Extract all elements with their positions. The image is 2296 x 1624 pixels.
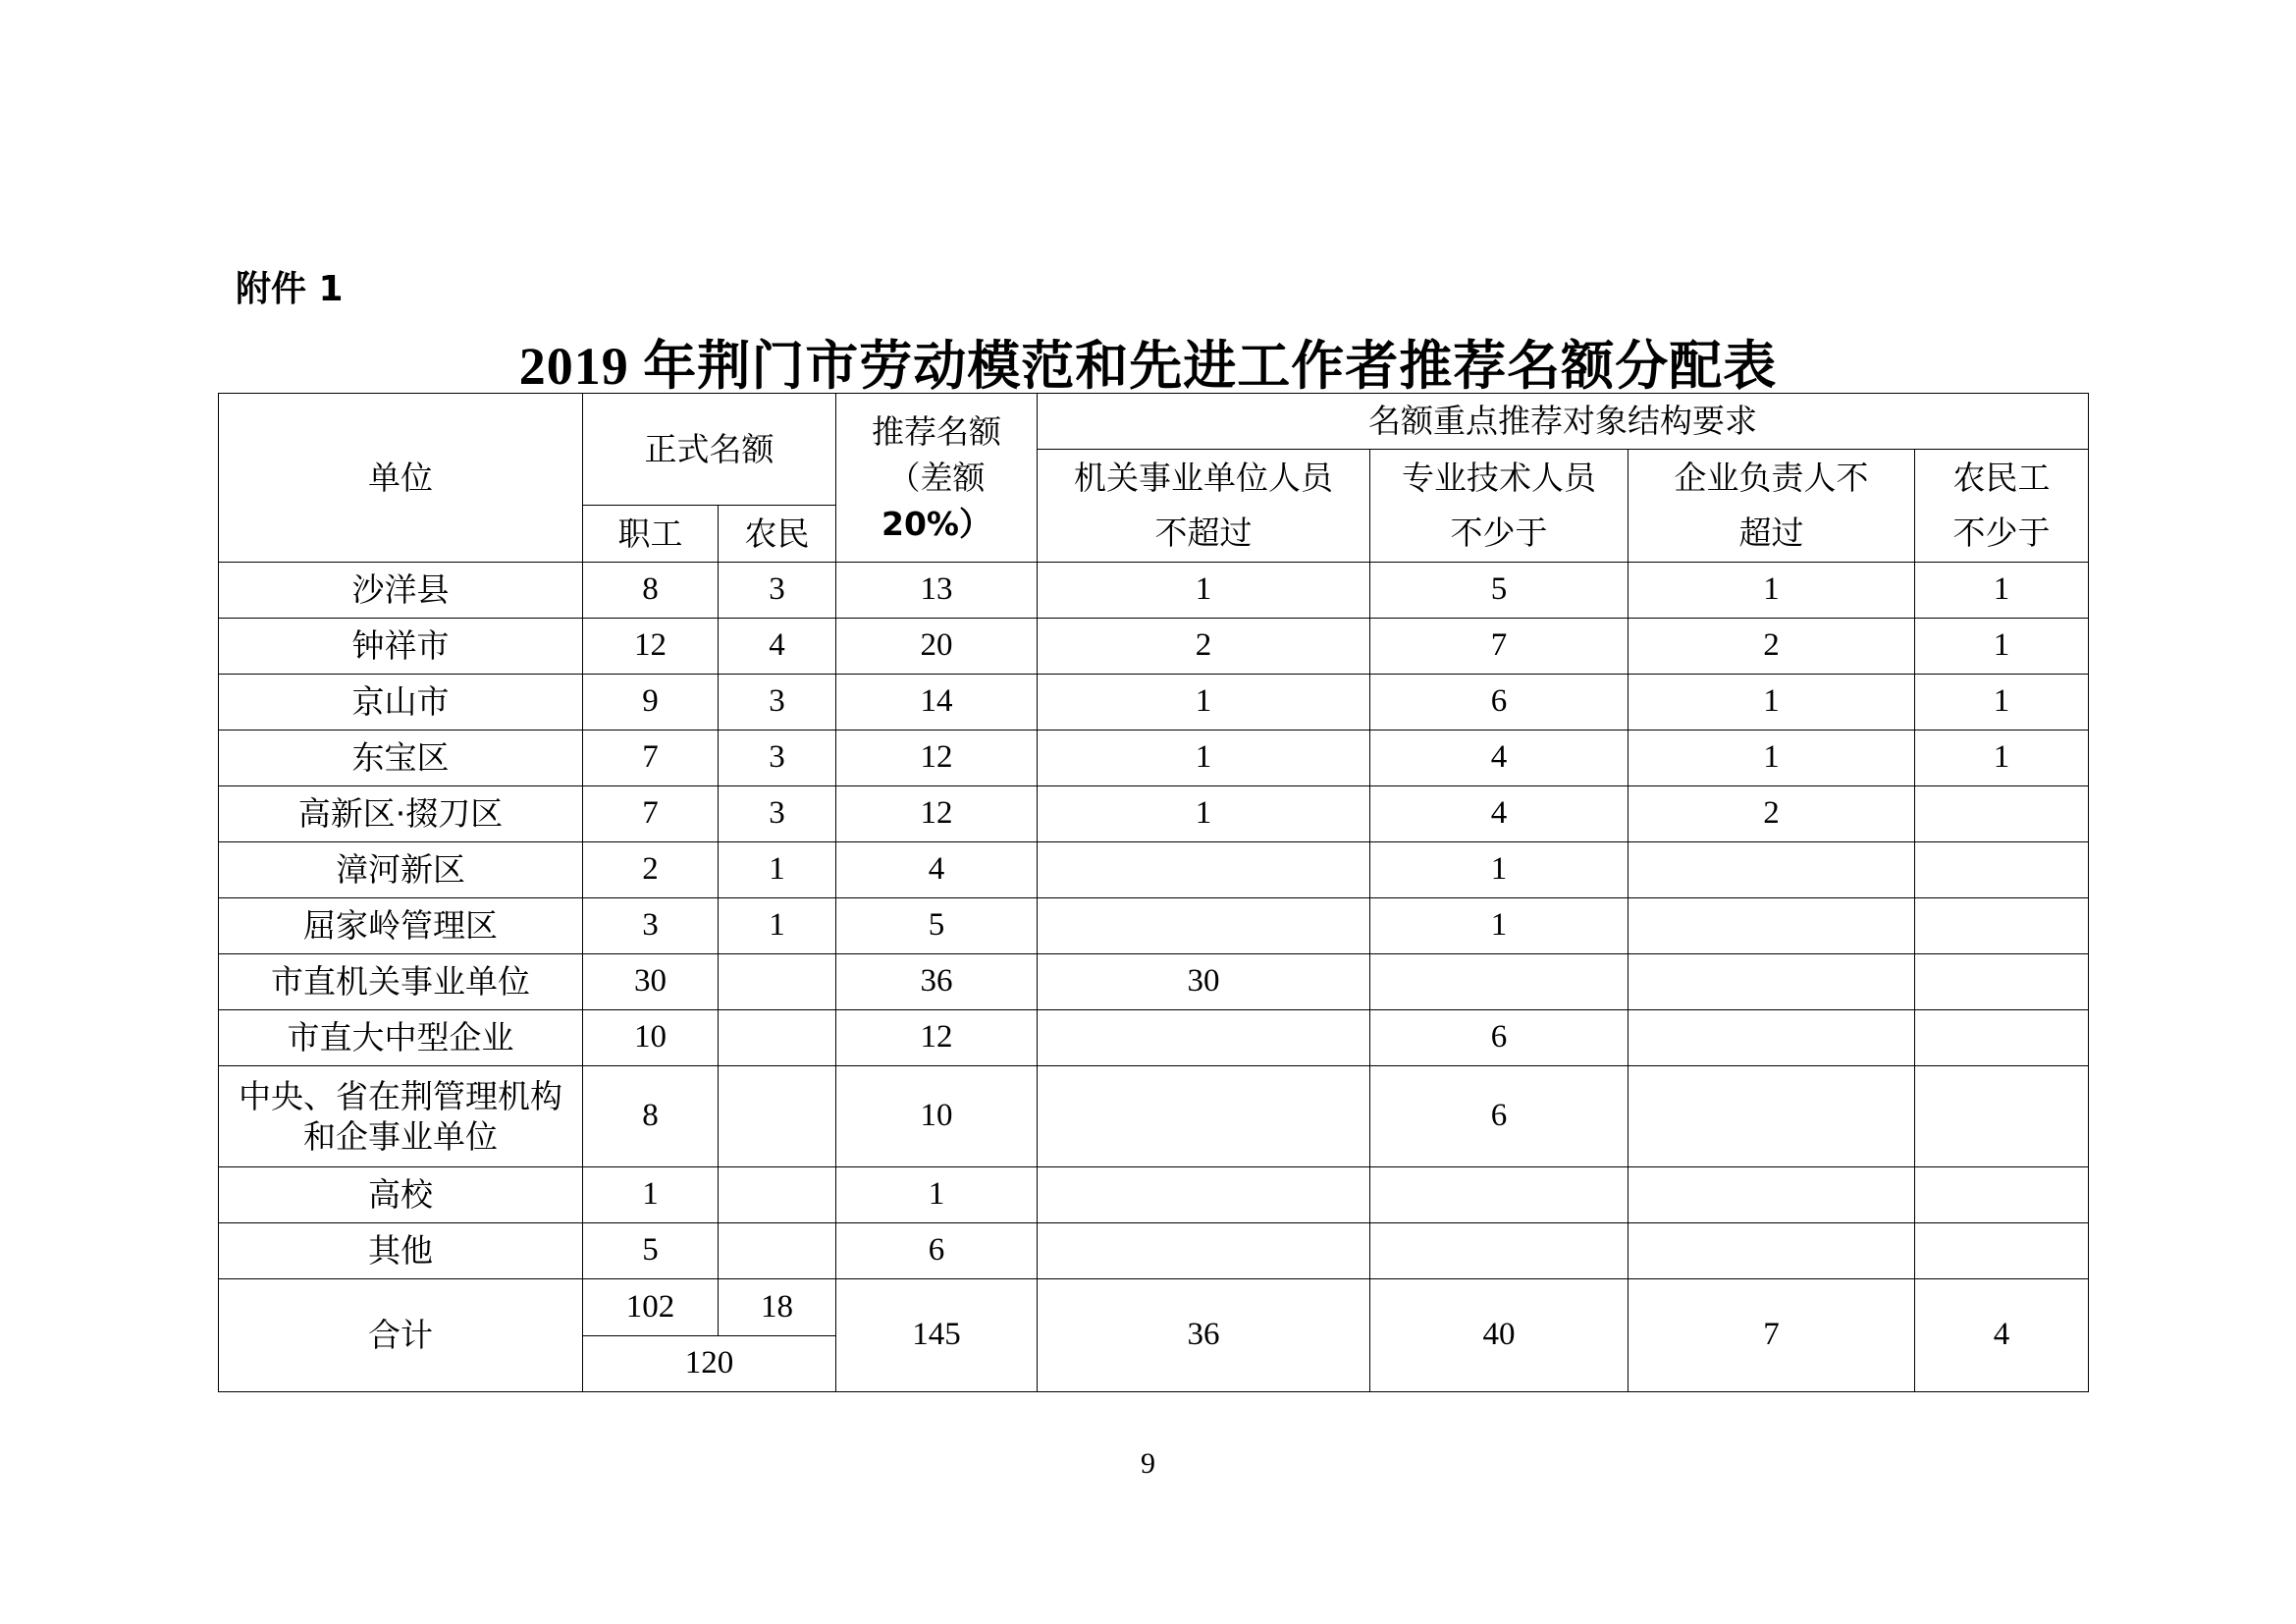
- cell-c1: 1: [1038, 786, 1370, 842]
- cell-recommended: 12: [836, 1010, 1038, 1066]
- cell-c2: 4: [1370, 731, 1629, 786]
- attachment-label: 附件 1: [236, 269, 344, 309]
- cell-c3: [1629, 898, 1915, 954]
- cell-c4: 1: [1915, 731, 2089, 786]
- cell-unit: 市直大中型企业: [219, 1010, 583, 1066]
- table-row: [219, 731, 2089, 786]
- cell-recommended: 4: [836, 842, 1038, 898]
- table-row: [219, 786, 2089, 842]
- page-number: 9: [1141, 1447, 1155, 1480]
- cell-c2: [1370, 1223, 1629, 1279]
- cell-worker: 12: [583, 619, 719, 675]
- cell-c2: 6: [1370, 1066, 1629, 1167]
- cell-farmer: 3: [719, 563, 836, 619]
- cell-c4: [1915, 1010, 2089, 1066]
- header-recommended-line1: 推荐名额: [872, 411, 1001, 451]
- header-c2: 专业技术人员不少于: [1370, 450, 1629, 563]
- cell-c3: [1629, 1167, 1915, 1223]
- cell-c1: [1038, 1223, 1370, 1279]
- cell-c4: 1: [1915, 563, 2089, 619]
- total-formal-sum: 120: [583, 1336, 836, 1392]
- header-c3: 企业负责人不超过: [1629, 450, 1915, 563]
- cell-c4: [1915, 898, 2089, 954]
- table-row: [219, 619, 2089, 675]
- cell-c2: [1370, 954, 1629, 1010]
- header-farmer: 农民: [719, 506, 836, 563]
- header-worker: 职工: [583, 506, 719, 563]
- cell-c2: 1: [1370, 842, 1629, 898]
- cell-unit: 高新区·掇刀区: [219, 786, 583, 842]
- cell-worker: 5: [583, 1223, 719, 1279]
- table-row: [219, 1066, 2089, 1167]
- cell-c4: [1915, 1066, 2089, 1167]
- cell-c2: 4: [1370, 786, 1629, 842]
- cell-unit: 沙洋县: [219, 563, 583, 619]
- total-c4: 4: [1915, 1279, 2089, 1392]
- header-recommended: [836, 394, 1038, 563]
- cell-c4: 1: [1915, 619, 2089, 675]
- cell-unit: 东宝区: [219, 731, 583, 786]
- cell-recommended: 36: [836, 954, 1038, 1010]
- header-unit: 单位: [219, 394, 583, 563]
- cell-farmer: 1: [719, 898, 836, 954]
- cell-unit: 漳河新区: [219, 842, 583, 898]
- document-title: 2019 年荆门市劳动模范和先进工作者推荐名额分配表: [518, 337, 1778, 396]
- cell-c3: [1629, 1066, 1915, 1167]
- cell-worker: 30: [583, 954, 719, 1010]
- cell-c1: [1038, 1010, 1370, 1066]
- cell-recommended: 5: [836, 898, 1038, 954]
- cell-worker: 7: [583, 786, 719, 842]
- cell-c3: [1629, 1010, 1915, 1066]
- cell-worker: 8: [583, 563, 719, 619]
- total-recommended: 145: [836, 1279, 1038, 1392]
- table-row: [219, 675, 2089, 731]
- cell-c2: 6: [1370, 675, 1629, 731]
- cell-c2: [1370, 1167, 1629, 1223]
- cell-unit: 高校: [219, 1167, 583, 1223]
- cell-unit: 屈家岭管理区: [219, 898, 583, 954]
- total-c3: 7: [1629, 1279, 1915, 1392]
- cell-farmer: [719, 954, 836, 1010]
- cell-worker: 3: [583, 898, 719, 954]
- cell-worker: 8: [583, 1066, 719, 1167]
- cell-c1: [1038, 1167, 1370, 1223]
- cell-c3: [1629, 954, 1915, 1010]
- table-row: [219, 898, 2089, 954]
- header-c1: 机关事业单位人员不超过: [1038, 450, 1370, 563]
- header-formal-quota: 正式名额: [583, 394, 836, 506]
- cell-c4: [1915, 1167, 2089, 1223]
- cell-c2: 5: [1370, 563, 1629, 619]
- total-row: [219, 1279, 2089, 1336]
- table-row: [219, 1010, 2089, 1066]
- table-row: [219, 563, 2089, 619]
- cell-unit: 其他: [219, 1223, 583, 1279]
- cell-farmer: [719, 1066, 836, 1167]
- cell-c2: 1: [1370, 898, 1629, 954]
- cell-worker: 7: [583, 731, 719, 786]
- cell-farmer: [719, 1167, 836, 1223]
- quota-table: [218, 393, 2089, 1392]
- cell-c3: 1: [1629, 675, 1915, 731]
- cell-unit: 中央、省在荆管理机构和企事业单位: [219, 1066, 583, 1167]
- cell-recommended: 1: [836, 1167, 1038, 1223]
- cell-c1: 1: [1038, 563, 1370, 619]
- total-label: 合计: [219, 1279, 583, 1392]
- cell-c1: 30: [1038, 954, 1370, 1010]
- cell-farmer: 3: [719, 786, 836, 842]
- cell-worker: 1: [583, 1167, 719, 1223]
- cell-recommended: 14: [836, 675, 1038, 731]
- cell-c3: [1629, 842, 1915, 898]
- header-recommended-line3: 20%）: [881, 505, 991, 544]
- cell-unit: 钟祥市: [219, 619, 583, 675]
- cell-c1: 2: [1038, 619, 1370, 675]
- cell-recommended: 13: [836, 563, 1038, 619]
- cell-c4: [1915, 1223, 2089, 1279]
- cell-c1: [1038, 1066, 1370, 1167]
- cell-c4: [1915, 954, 2089, 1010]
- cell-farmer: 1: [719, 842, 836, 898]
- cell-farmer: 3: [719, 675, 836, 731]
- total-c1: 36: [1038, 1279, 1370, 1392]
- cell-farmer: 3: [719, 731, 836, 786]
- cell-c4: [1915, 842, 2089, 898]
- cell-c2: 7: [1370, 619, 1629, 675]
- cell-unit: 市直机关事业单位: [219, 954, 583, 1010]
- cell-recommended: 12: [836, 731, 1038, 786]
- total-worker: 102: [583, 1279, 719, 1336]
- cell-c1: [1038, 842, 1370, 898]
- table-row: [219, 842, 2089, 898]
- cell-c1: [1038, 898, 1370, 954]
- cell-c1: 1: [1038, 675, 1370, 731]
- header-structure: 名额重点推荐对象结构要求: [1038, 394, 2089, 450]
- cell-farmer: [719, 1010, 836, 1066]
- table-row: [219, 1167, 2089, 1223]
- cell-c1: 1: [1038, 731, 1370, 786]
- cell-c3: [1629, 1223, 1915, 1279]
- cell-c3: 2: [1629, 619, 1915, 675]
- cell-recommended: 10: [836, 1066, 1038, 1167]
- cell-recommended: 20: [836, 619, 1038, 675]
- cell-c3: 1: [1629, 731, 1915, 786]
- table-row: [219, 1223, 2089, 1279]
- cell-unit: 京山市: [219, 675, 583, 731]
- cell-c4: [1915, 786, 2089, 842]
- cell-farmer: 4: [719, 619, 836, 675]
- cell-c3: 1: [1629, 563, 1915, 619]
- cell-farmer: [719, 1223, 836, 1279]
- cell-recommended: 12: [836, 786, 1038, 842]
- header-recommended-line2: （差额: [887, 458, 986, 497]
- table-row: [219, 954, 2089, 1010]
- cell-recommended: 6: [836, 1223, 1038, 1279]
- cell-worker: 9: [583, 675, 719, 731]
- total-c2: 40: [1370, 1279, 1629, 1392]
- total-farmer: 18: [719, 1279, 836, 1336]
- header-c4: 农民工不少于: [1915, 450, 2089, 563]
- cell-c4: 1: [1915, 675, 2089, 731]
- cell-c3: 2: [1629, 786, 1915, 842]
- cell-worker: 10: [583, 1010, 719, 1066]
- cell-worker: 2: [583, 842, 719, 898]
- cell-c2: 6: [1370, 1010, 1629, 1066]
